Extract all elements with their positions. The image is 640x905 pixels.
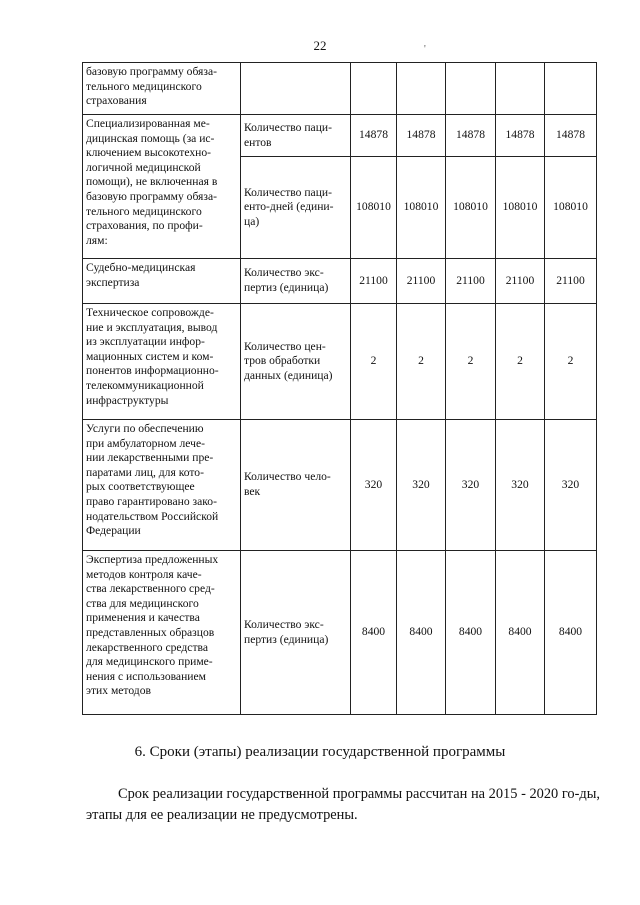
value-cell: 2 [351,304,397,420]
unit-cell: Количество чело- век [241,420,351,551]
body-paragraph: Срок реализации государственной программы рассчитан на 2015 - 2020 го-ды, этапы для ее реализации не предусмотрены. [86,786,600,823]
value-cell: 320 [351,420,397,551]
unit-cell: Количество экс- пертиз (единица) [241,551,351,715]
unit-cell: Количество паци- ентов [241,115,351,157]
value-cell: 21100 [351,259,397,304]
value-cell: 320 [446,420,496,551]
value-cell [446,63,496,115]
value-cell: 14878 [446,115,496,157]
unit-cell [241,63,351,115]
table-row [83,259,597,304]
service-name-cell: Специализированная ме- дицинская помощь (за ис- ключением высокотехно- логичной медицинской помощи), не включенная в базовую программу обяза- тельного медицинского страхования, по профи- лям: [83,115,241,259]
value-cell: 108010 [446,157,496,259]
scan-mark: ' [424,44,426,55]
value-cell: 21100 [545,259,597,304]
section-heading: 6. Сроки (этапы) реализации государственной программы [134,744,506,760]
unit-cell: Количество паци- енто-дней (едини- ца) [241,157,351,259]
table-row [83,304,597,420]
value-cell: 320 [545,420,597,551]
value-cell: 108010 [397,157,446,259]
table-row [83,63,597,115]
value-cell: 14878 [545,115,597,157]
table-row [83,551,597,715]
service-name-cell: базовую программу обяза- тельного медицинского страхования [83,63,241,115]
value-cell: 108010 [496,157,545,259]
value-cell: 2 [545,304,597,420]
unit-cell: Количество цен- тров обработки данных (единица) [241,304,351,420]
value-cell [397,63,446,115]
value-cell: 8400 [446,551,496,715]
service-name-cell: Техническое сопровожде- ние и эксплуатация, вывод из эксплуатации инфор- мационных систем и ком- понентов информационно- телекоммуникационной инфраструктуры [83,304,241,420]
service-name-cell: Судебно-медицинская экспертиза [83,259,241,304]
value-cell: 8400 [545,551,597,715]
value-cell: 8400 [351,551,397,715]
value-cell: 2 [397,304,446,420]
service-name-cell: Экспертиза предложенных методов контроля каче- ства лекарственного сред- ства для медицинского применения и качества представленных образцов лекарственного средства для медицинского приме- нения с использованием этих методов [83,551,241,715]
value-cell: 8400 [496,551,545,715]
value-cell: 14878 [496,115,545,157]
indicators-table [82,62,597,715]
value-cell: 320 [496,420,545,551]
page-number: 22 [313,38,327,53]
value-cell: 21100 [397,259,446,304]
value-cell [351,63,397,115]
value-cell: 320 [397,420,446,551]
value-cell: 14878 [397,115,446,157]
value-cell: 21100 [446,259,496,304]
unit-cell: Количество экс- пертиз (единица) [241,259,351,304]
value-cell: 21100 [496,259,545,304]
table-row [83,115,597,157]
value-cell: 2 [496,304,545,420]
value-cell: 2 [446,304,496,420]
value-cell [545,63,597,115]
value-cell: 8400 [397,551,446,715]
value-cell: 108010 [351,157,397,259]
value-cell: 14878 [351,115,397,157]
service-name-cell: Услуги по обеспечению при амбулаторном лече- нии лекарственными пре- паратами лиц, для кото- рых соответствующее право гарантировано зако- нодательством Российской Федерации [83,420,241,551]
value-cell [496,63,545,115]
table-row [83,420,597,551]
value-cell: 108010 [545,157,597,259]
